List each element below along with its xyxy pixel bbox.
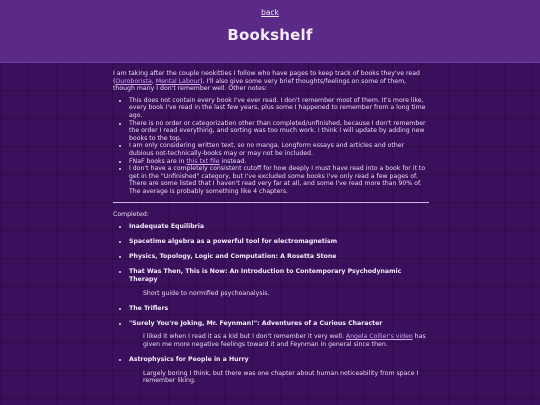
note-item-fnaf [129,158,429,166]
book-item [129,223,429,231]
note-item: • There is no order or categorization other than completed/unfinished, because I don't remember the order I read everything, and sorting was too much work. I think I will update by adding new books to the top. [129,120,429,143]
intro-paragraph [113,70,429,93]
book-note-after: has given me more negative feelings toward it and Feynman in general since then. [143,333,426,348]
book-item [129,305,429,313]
book-title: Inadequate Equilibria [129,223,205,231]
book-item [129,253,429,261]
book-item [129,320,429,349]
book-item [129,238,429,246]
book-note [143,333,429,348]
note-item-cutoff: • I don't have a completely consistent cutoff for how deeply I must have read into a book for it to get in the "Unfinished" category, but I've excluded some books I've only read a few pages of. There are some listed that I haven't read very far at all, and some I've read more than 90% of. The average is probably something like 4 chapters. [129,165,429,195]
fnaf-note-after: instead. [219,157,247,165]
book-title: "Surely You're Joking, Mr. Feynman!": Adventures of a Curious Character [129,319,383,327]
book-title: The Triflers [129,304,169,312]
fnaf-note-before: FNaF books are in [129,157,187,165]
book-note: Short guide to normified psychoanalysis. [143,289,270,297]
note-item: • This does not contain every book I've ever read. I don't remember most of them. It's more like, every book I've read in the last few years, plus some I happened to remember from a long time ago. [129,97,429,120]
page-title: Bookshelf [227,26,313,44]
book-note: Largely boring I think, but there was one chapter about human noticeability from space I remember liking. [143,369,419,385]
txt-file-link[interactable]: this txt file [186,157,220,165]
ouroborista-link[interactable]: Ouroborista [115,77,152,85]
note-item: • I am only considering written text, so no manga. Longform essays and articles and other dubious not-technically-books may or may not be included. [129,142,429,157]
book-item [129,356,429,385]
completed-heading: Completed: [113,210,149,218]
intro-text-after: ). I'll also give some very brief thoughts/feelings on some of them, though many I don't remember well. Other notes: [113,77,407,93]
intro-separator: , [151,77,156,85]
book-title: That Was Then, This is Now: An Introduction to Contemporary Psychodynamic Therapy [129,268,402,283]
book-title: Spacetime algebra as a powerful tool for electromagnetism [129,238,338,246]
completed-books-list [113,223,429,385]
back-link-container [0,8,540,17]
mental-labour-link[interactable]: Mental Labour [155,77,201,85]
book-title: Physics, Topology, Logic and Computation: A Rosetta Stone [129,253,337,261]
main-content [113,70,429,392]
page-header [0,0,540,63]
book-note-before: I liked it when I read it as a kid but I don't remember it very well. [143,333,346,341]
book-item [129,268,429,297]
back-link[interactable]: back [261,8,279,17]
notes-list [113,97,429,196]
book-title: Astrophysics for People in a Hurry [129,356,249,364]
section-divider [113,202,429,203]
intro-text-before: I am taking after the couple neokitties I follow who have pages to keep track of books they've read ( [113,70,420,85]
angela-collier-video-link[interactable]: Angela Collier's video [345,333,413,341]
